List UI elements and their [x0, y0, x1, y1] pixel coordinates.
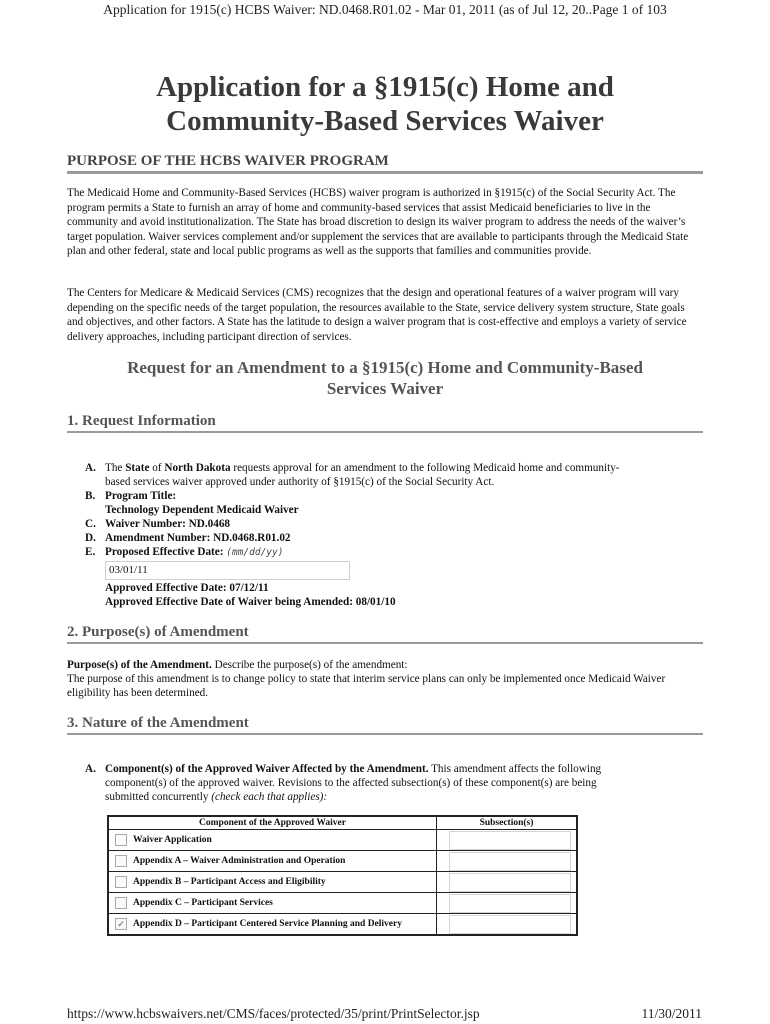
table-row	[109, 851, 576, 872]
document-title	[0, 70, 770, 138]
document-title-line1: Application for a §1915(c) Home and	[156, 71, 614, 103]
table-row	[109, 914, 576, 935]
purpose-amendment-text: The purpose of this amendment is to change policy to state that interim service plans can only be implemented once Medicaid Waiver eligibility has been determined.	[67, 673, 666, 700]
component-label: Appendix D – Participant Centered Service Planning and Delivery	[133, 919, 402, 929]
request-title	[67, 357, 703, 399]
component-label: Appendix C – Participant Services	[133, 898, 273, 908]
component-checkbox[interactable]	[115, 834, 127, 846]
item-a-text: The State of North Dakota requests approval for an amendment to the following Medicaid home and community- based services waiver approved under authority of §1915(c) of the Social Security Act.	[105, 462, 620, 489]
approved-effective-date: Approved Effective Date: 07/12/11	[105, 582, 269, 594]
state-name: North Dakota	[164, 462, 231, 474]
request-title-line1: Request for an Amendment to a §1915(c) Home and Community-Based	[127, 358, 643, 377]
component-checkbox[interactable]	[115, 876, 127, 888]
subsection-input[interactable]	[449, 831, 571, 850]
section3-item-a-text: Component(s) of the Approved Waiver Affected by the Amendment. This amendment affects the following component(s) of the approved waiver. Revisions to the affected subsection(s) of these component(s) are being submitted concurrently (check each that applies):	[105, 763, 602, 804]
item-e-letter: E.	[85, 546, 96, 558]
footer-date: 11/30/2011	[641, 1006, 702, 1021]
section-2-heading: 2. Purpose(s) of Amendment	[67, 624, 703, 644]
component-label: Waiver Application	[133, 835, 212, 845]
component-checkbox[interactable]	[115, 897, 127, 909]
table-header-component: Component of the Approved Waiver	[109, 817, 437, 830]
item-d-letter: D.	[85, 532, 96, 544]
component-label: Appendix B – Participant Access and Eligibility	[133, 877, 326, 887]
table-row	[109, 893, 576, 914]
table-row	[109, 830, 576, 851]
subsection-input[interactable]	[449, 873, 571, 892]
amendment-number: Amendment Number: ND.0468.R01.02	[105, 532, 291, 544]
waiver-number: Waiver Number: ND.0468	[105, 518, 231, 530]
item-a-letter: A.	[85, 462, 96, 474]
footer-url: https://www.hcbswaivers.net/CMS/faces/protected/35/print/PrintSelector.jsp	[67, 1006, 480, 1021]
subsection-input[interactable]	[449, 894, 571, 913]
component-checkbox[interactable]	[115, 855, 127, 867]
component-label: Appendix A – Waiver Administration and Operation	[133, 856, 346, 866]
subsection-input[interactable]	[449, 915, 571, 934]
purpose-paragraph-1: The Medicaid Home and Community-Based Services (HCBS) waiver program is authorized in §1915(c) of the Social Security Act. The program permits a State to furnish an array of home and community-based services that assist Medicaid beneficiaries to live in the community and avoid institutionalization. The State has broad discretion to design its waiver program to address the needs of the waiver’s target population. Waiver services complement and/or supplement the services that are available to participants through the Medicaid State plan and other federal, state and local public programs as well as the supports that families and communities provide.	[67, 187, 689, 258]
program-title-label: Program Title:	[105, 490, 177, 502]
request-title-line2: Services Waiver	[326, 379, 444, 398]
proposed-date-label: Proposed Effective Date: (mm/dd/yy)	[105, 546, 284, 558]
purpose-paragraph-2: The Centers for Medicare & Medicaid Services (CMS) recognizes that the design and operational features of a waiver program will vary depending on the specific needs of the target population, the resources available to the State, service delivery system structure, State goals and objectives, and other factors. A State has the latitude to design a waiver program that is cost-effective and employs a variety of service delivery approaches, including participant direction of services.	[67, 287, 687, 343]
purpose-amendment-prompt: Purpose(s) of the Amendment. Describe the purpose(s) of the amendment:	[67, 659, 408, 671]
subsection-input[interactable]	[449, 852, 571, 871]
section3-item-a-letter: A.	[85, 763, 96, 775]
item-c-letter: C.	[85, 518, 96, 530]
program-title-value: Technology Dependent Medicaid Waiver	[105, 504, 299, 516]
purpose-heading: PURPOSE OF THE HCBS WAIVER PROGRAM	[67, 153, 703, 174]
page-header: Application for 1915(c) HCBS Waiver: ND.0468.R01.02 - Mar 01, 2011 (as of Jul 12, 20..Page 1 of 103	[103, 2, 667, 17]
components-table	[107, 815, 578, 936]
item-b-letter: B.	[85, 490, 96, 502]
component-checkbox-checked[interactable]: ✓	[115, 918, 127, 930]
date-format-hint: (mm/dd/yy)	[226, 547, 284, 558]
document-title-line2: Community-Based Services Waiver	[166, 105, 604, 137]
section-1-heading: 1. Request Information	[67, 413, 703, 433]
approved-amended-date: Approved Effective Date of Waiver being Amended: 08/01/10	[105, 596, 396, 608]
proposed-effective-date-field[interactable]: 03/01/11	[105, 561, 350, 580]
table-row	[109, 872, 576, 893]
table-header-subsection: Subsection(s)	[437, 817, 577, 830]
section-3-heading: 3. Nature of the Amendment	[67, 715, 703, 735]
